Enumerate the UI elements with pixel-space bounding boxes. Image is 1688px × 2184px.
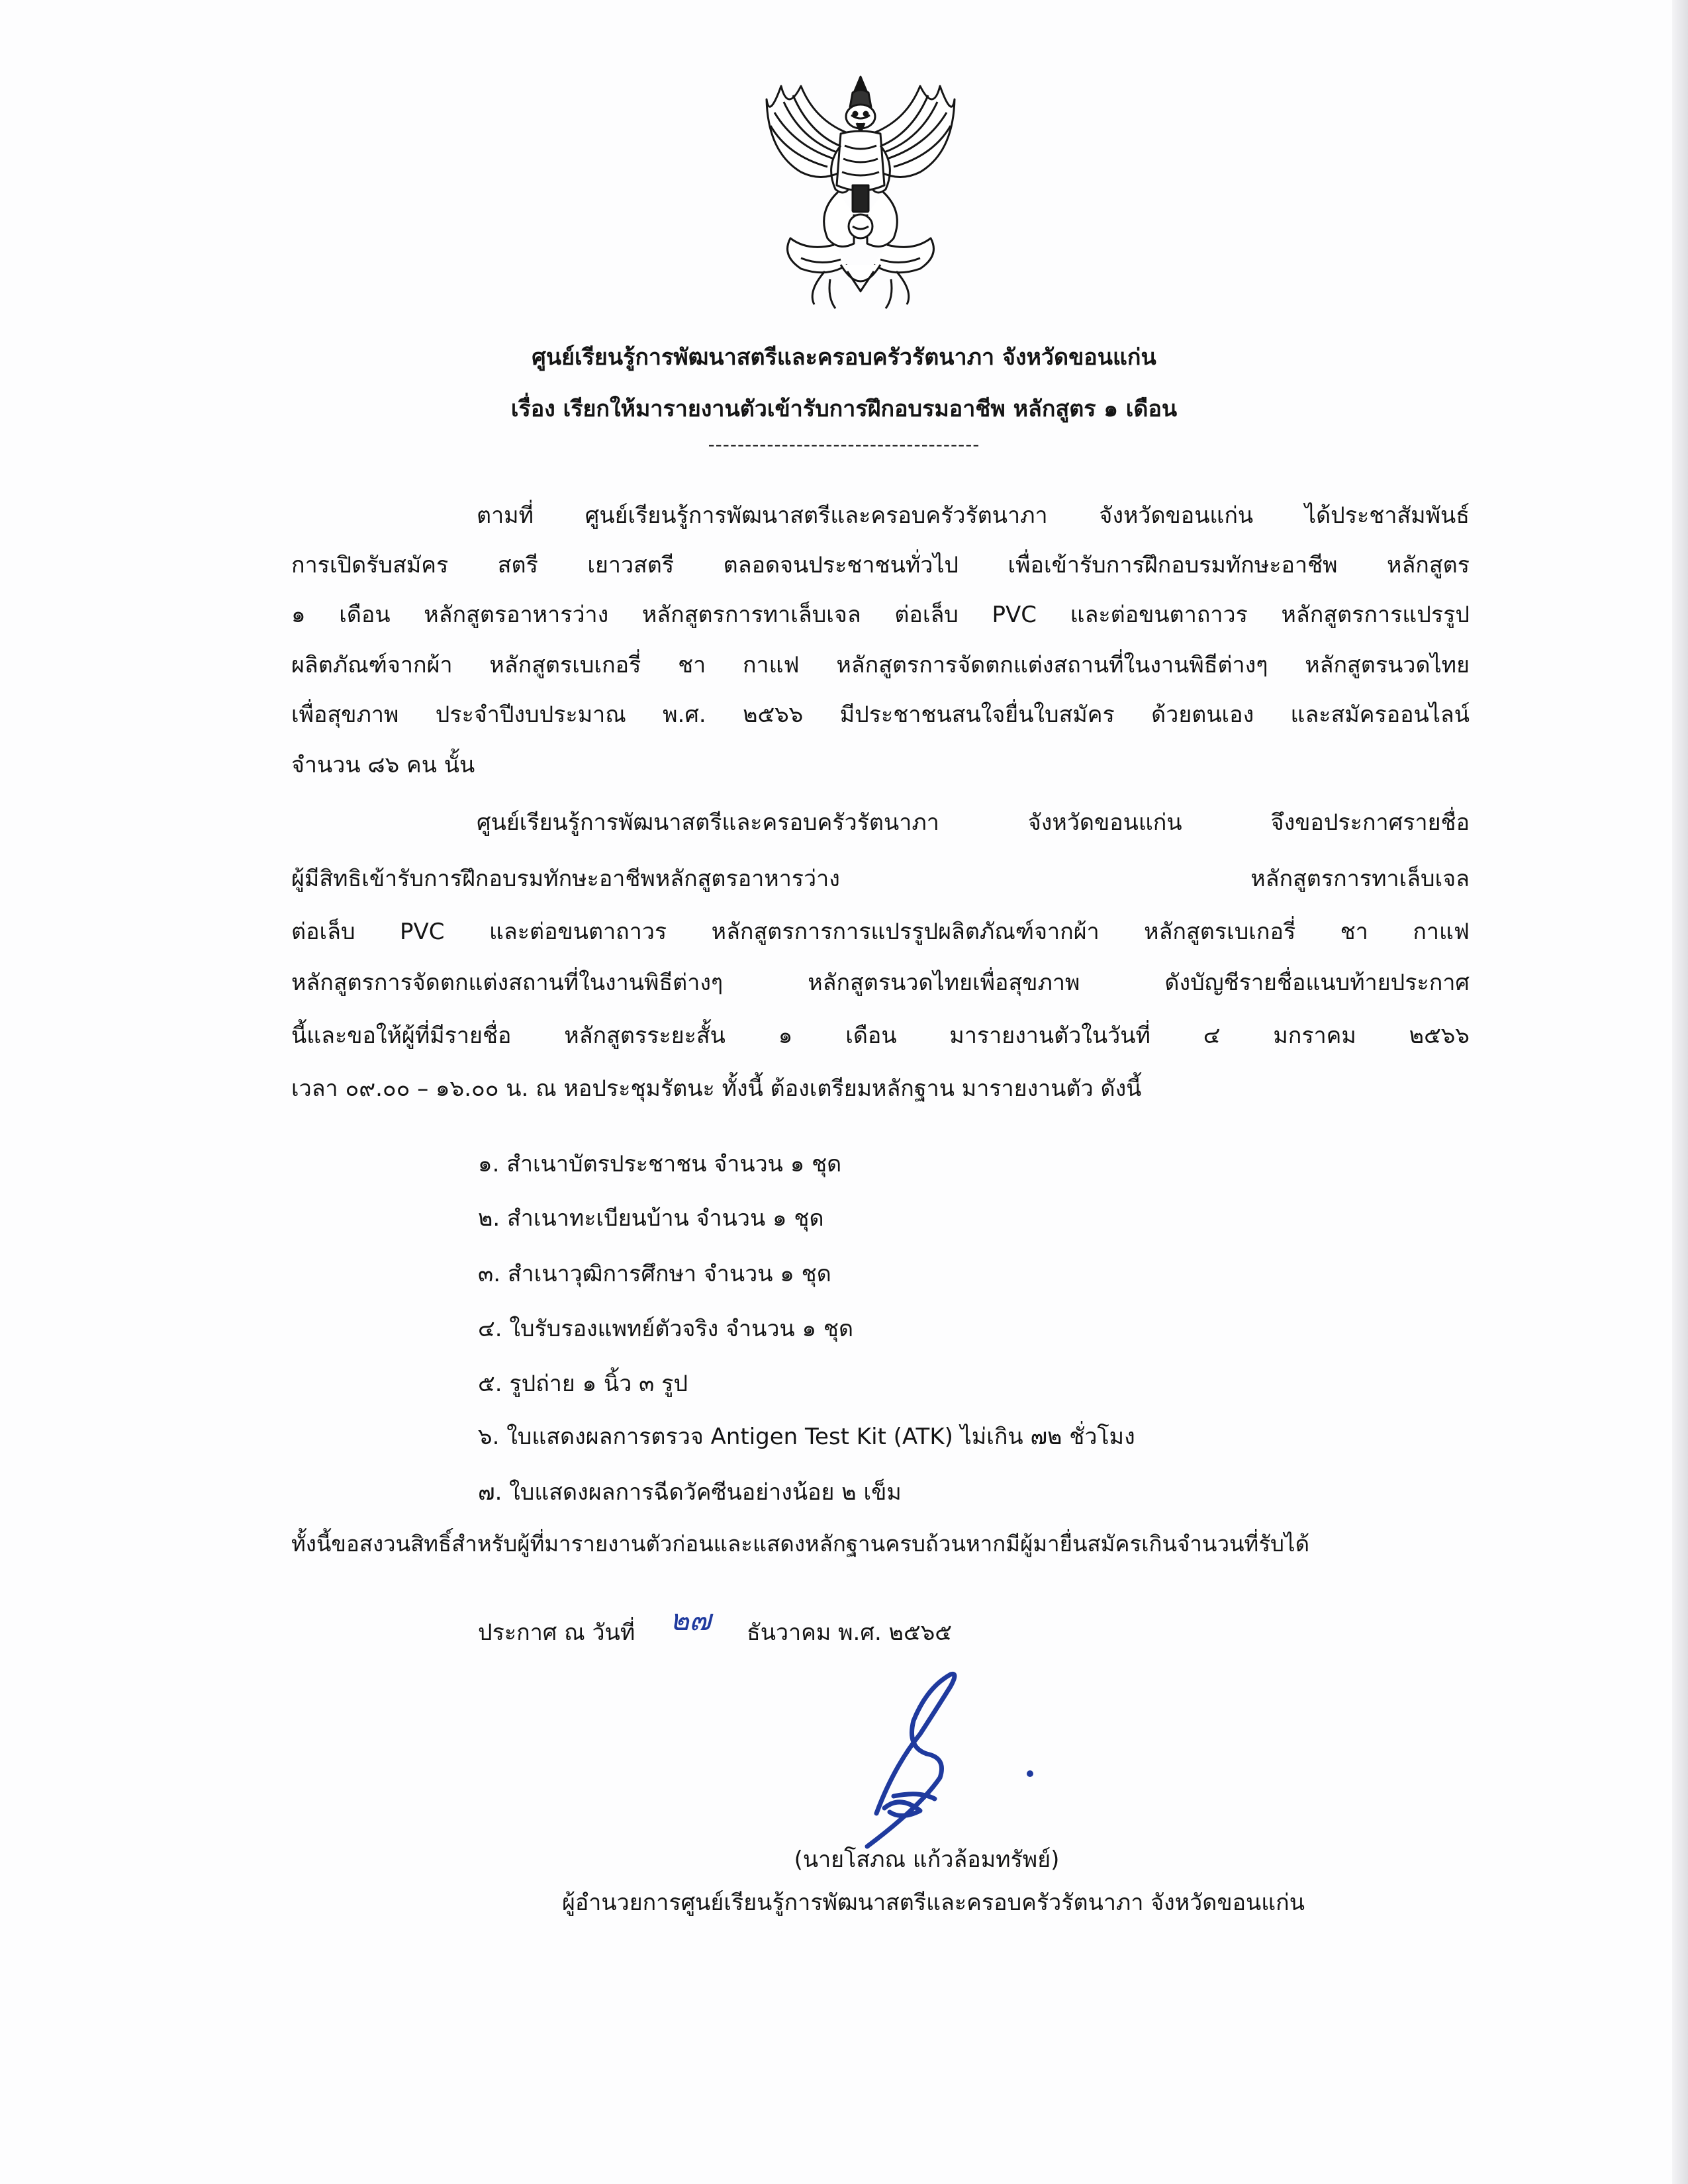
paragraph-line: เวลา ๐๙.๐๐ – ๑๖.๐๐ น. ณ หอประชุมรัตนะ ทั้งนี้ ต้องเตรียมหลักฐาน มารายงานตัว ดังนี้ [291, 1075, 1142, 1102]
document-heading-subject: เรื่อง เรียกให้มารายงานตัวเข้ารับการฝึกอบรมอาชีพ หลักสูตร ๑ เดือน [510, 396, 1178, 422]
page-edge-shadow [1672, 0, 1688, 2184]
reservation-note: ทั้งนี้ขอสงวนสิทธิ์สำหรับผู้ที่มารายงานตัวก่อนและแสดงหลักฐานครบถ้วนหากมีผู้มายื่นสมัครเกินจำนวนที่รับได้ [291, 1531, 1310, 1557]
paragraph-line: เพื่อสุขภาพ ประจำปีงบประมาณ พ.ศ. ๒๕๖๖ มีประชาชนสนใจยื่นใบสมัคร ด้วยตนเอง และสมัครออนไลน์ [291, 702, 1470, 728]
list-item: ๕. รูปถ่าย ๑ นิ้ว ๓ รูป [478, 1371, 688, 1397]
heading-divider: ------------------------------------- [708, 433, 980, 455]
paragraph-line: ศูนย์เรียนรู้การพัฒนาสตรีและครอบครัวรัตนาภา จังหวัดขอนแก่น จึงขอประกาศรายชื่อ [477, 809, 1470, 836]
garuda-emblem-icon [761, 73, 960, 324]
list-item: ๓. สำเนาวุฒิการศึกษา จำนวน ๑ ชุด [478, 1261, 831, 1287]
paragraph-line: จำนวน ๘๖ คน นั้น [291, 752, 475, 778]
signer-name: (นายโสภณ แก้วล้อมทรัพย์) [794, 1846, 1060, 1873]
announcement-date-prefix: ประกาศ ณ วันที่ [478, 1619, 635, 1646]
list-item: ๔. ใบรับรองแพทย์ตัวจริง จำนวน ๑ ชุด [478, 1316, 854, 1342]
paragraph-line: ต่อเล็บ PVC และต่อขนตาถาวร หลักสูตรการการแปรรูปผลิตภัณฑ์จากผ้า หลักสูตรเบเกอรี่ ชา กาแฟ [291, 919, 1470, 945]
paragraph-line: ตามที่ ศูนย์เรียนรู้การพัฒนาสตรีและครอบครัวรัตนาภา จังหวัดขอนแก่น ได้ประชาสัมพันธ์ [477, 502, 1470, 529]
document-heading-organization: ศูนย์เรียนรู้การพัฒนาสตรีและครอบครัวรัตนาภา จังหวัดขอนแก่น [532, 344, 1156, 371]
paragraph-line: ผลิตภัณฑ์จากผ้า หลักสูตรเบเกอรี่ ชา กาแฟ หลักสูตรการจัดตกแต่งสถานที่ในงานพิธีต่างๆ หลักสูตรนวดไทย [291, 652, 1470, 678]
list-item: ๖. ใบแสดงผลการตรวจ Antigen Test Kit (ATK) ไม่เกิน ๗๒ ชั่วโมง [478, 1424, 1135, 1450]
signer-title: ผู้อำนวยการศูนย์เรียนรู้การพัฒนาสตรีและครอบครัวรัตนาภา จังหวัดขอนแก่น [561, 1889, 1305, 1916]
paragraph-line: ผู้มีสิทธิเข้ารับการฝึกอบรมทักษะอาชีพหลักสูตรอาหารว่าง หลักสูตรการทาเล็บเจล [291, 866, 1470, 892]
paragraph-line: หลักสูตรการจัดตกแต่งสถานที่ในงานพิธีต่างๆ หลักสูตรนวดไทยเพื่อสุขภาพ ดังบัญชีรายชื่อแนบท้ายประกาศ [291, 970, 1470, 996]
paragraph-line: นี้และขอให้ผู้ที่มีรายชื่อ หลักสูตรระยะสั้น ๑ เดือน มารายงานตัวในวันที่ ๔ มกราคม ๒๕๖๖ [291, 1023, 1470, 1049]
paragraph-line: ๑ เดือน หลักสูตรอาหารว่าง หลักสูตรการทาเล็บเจล ต่อเล็บ PVC และต่อขนตาถาวร หลักสูตรการแปรรูป [291, 602, 1470, 628]
paragraph-line: การเปิดรับสมัคร สตรี เยาวสตรี ตลอดจนประชาชนทั่วไป เพื่อเข้ารับการฝึกอบรมทักษะอาชีพ หลักสูตร [291, 552, 1470, 578]
list-item: ๑. สำเนาบัตรประชาชน จำนวน ๑ ชุด [478, 1151, 842, 1177]
list-item: ๒. สำเนาทะเบียนบ้าน จำนวน ๑ ชุด [478, 1205, 824, 1232]
announcement-date-suffix: ธันวาคม พ.ศ. ๒๕๖๕ [747, 1619, 953, 1646]
announcement-date-day: ๒๗ [670, 1604, 712, 1637]
handwritten-signature-icon [821, 1655, 1046, 1853]
list-item: ๗. ใบแสดงผลการฉีดวัคซีนอย่างน้อย ๒ เข็ม [478, 1479, 902, 1506]
